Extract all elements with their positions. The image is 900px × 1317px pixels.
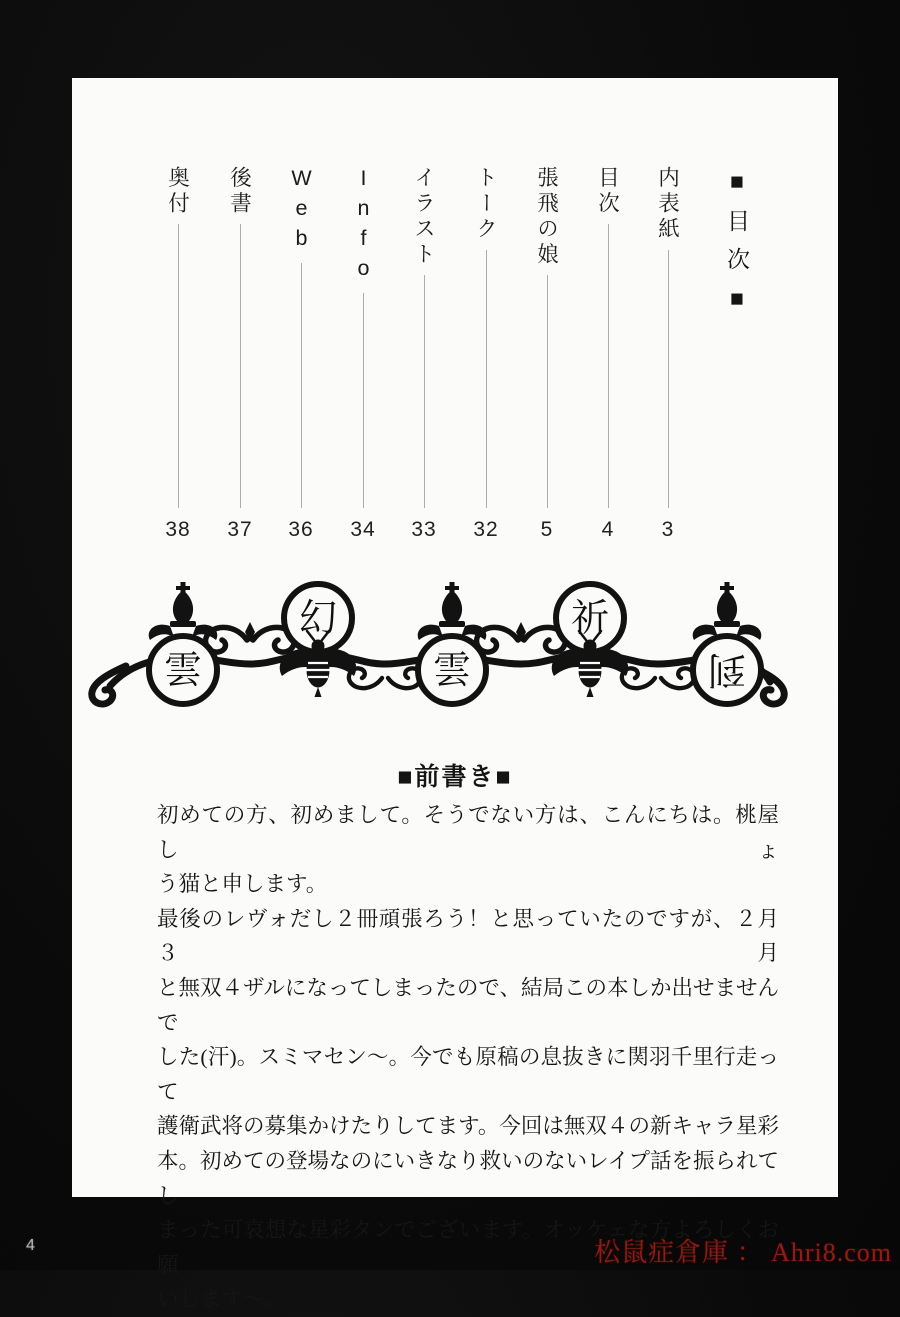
toc-entry xyxy=(401,166,447,542)
toc-entry-page: 33 xyxy=(411,518,437,541)
toc-entry xyxy=(463,166,509,542)
preface-line: いします〜。 xyxy=(157,1287,287,1312)
toc-entry-page: 38 xyxy=(165,518,191,541)
preface-title: ■前書き■ xyxy=(397,764,513,791)
watermark: 松鼠症倉庫 ： Ahri8.com xyxy=(594,1238,892,1267)
toc-leader-line xyxy=(486,250,487,509)
toc-leader-line xyxy=(301,263,302,508)
toc-leader-line xyxy=(363,293,364,508)
preface-line: 最後のレヴォだし２冊頑張ろう！と思っていたのですが、２月３月 xyxy=(157,906,779,966)
medallion-kanji: 祈 xyxy=(570,596,610,640)
toc-leader-line xyxy=(424,275,425,508)
toc-entry-page: 5 xyxy=(540,518,554,541)
toc-entry-label: 奥付 xyxy=(165,166,190,217)
preface-line: と無双４ザルになってしまったので、結局この本しか出せませんで xyxy=(157,975,779,1035)
toc-entry xyxy=(645,166,691,542)
preface-line: まった可哀想な星彩タンでございます。オッケェな方よろしくお願 xyxy=(157,1218,779,1277)
toc-leader-line xyxy=(240,224,241,508)
ornament-divider xyxy=(80,570,796,715)
ornament-medallion xyxy=(149,582,218,704)
toc-leader-line xyxy=(547,275,548,508)
toc-entry-label: 内表紙 xyxy=(655,166,680,243)
toc-entry-label: Web xyxy=(289,166,314,256)
medallion-kanji: 幻 xyxy=(298,596,338,640)
toc-title: ■目次■ xyxy=(724,168,750,326)
ornament-medallion xyxy=(693,582,762,704)
toc-entry-label: トーク xyxy=(473,166,498,243)
scan-corner-page-number: 4 xyxy=(26,1237,35,1254)
toc-entry-page: 37 xyxy=(227,518,253,541)
toc-leader-line xyxy=(668,250,669,509)
toc-entry xyxy=(217,166,263,542)
toc-entry-label: 後書 xyxy=(227,166,252,217)
toc-entry-label: イラスト xyxy=(411,166,436,268)
ornament-medallion xyxy=(552,584,628,697)
medallion-kanji: 到 xyxy=(707,648,747,692)
toc-entry xyxy=(585,166,631,542)
toc-entry-page: 36 xyxy=(288,518,314,541)
medallion-kanji: 雲 xyxy=(163,648,203,692)
preface-line: 護衛武将の募集かけたりしてます。今回は無双４の新キャラ星彩 xyxy=(157,1114,779,1139)
toc-leader-line xyxy=(178,224,179,508)
toc-entry xyxy=(155,166,201,542)
ornament-medallion xyxy=(418,582,487,704)
toc-entry xyxy=(340,166,386,542)
preface-line: 初めての方、初めまして。そうでない方は、こんにちは。桃屋しょ xyxy=(157,803,779,862)
toc-entry xyxy=(278,166,324,542)
preface-line: う猫と申します。 xyxy=(157,872,328,897)
preface-line: した(汗)。スミマセン〜。今でも原稿の息抜きに関羽千里行走って xyxy=(157,1045,779,1104)
toc-entry-label: 目次 xyxy=(595,166,620,217)
toc-entry xyxy=(524,166,570,542)
toc-entry-page: 3 xyxy=(661,518,675,541)
ornament-medallion xyxy=(280,584,356,697)
toc-entry-label: Info xyxy=(351,166,376,286)
toc-leader-line xyxy=(608,224,609,508)
medallion-kanji: 雲 xyxy=(432,648,472,692)
toc-entry-page: 34 xyxy=(350,518,376,541)
preface-line: 本。初めての登場なのにいきなり救いのないレイプ話を振られてし xyxy=(157,1148,779,1208)
toc-entry-page: 4 xyxy=(601,518,615,541)
toc-entry-label: 張飛の娘 xyxy=(534,166,559,268)
toc-entry-page: 32 xyxy=(473,518,499,541)
